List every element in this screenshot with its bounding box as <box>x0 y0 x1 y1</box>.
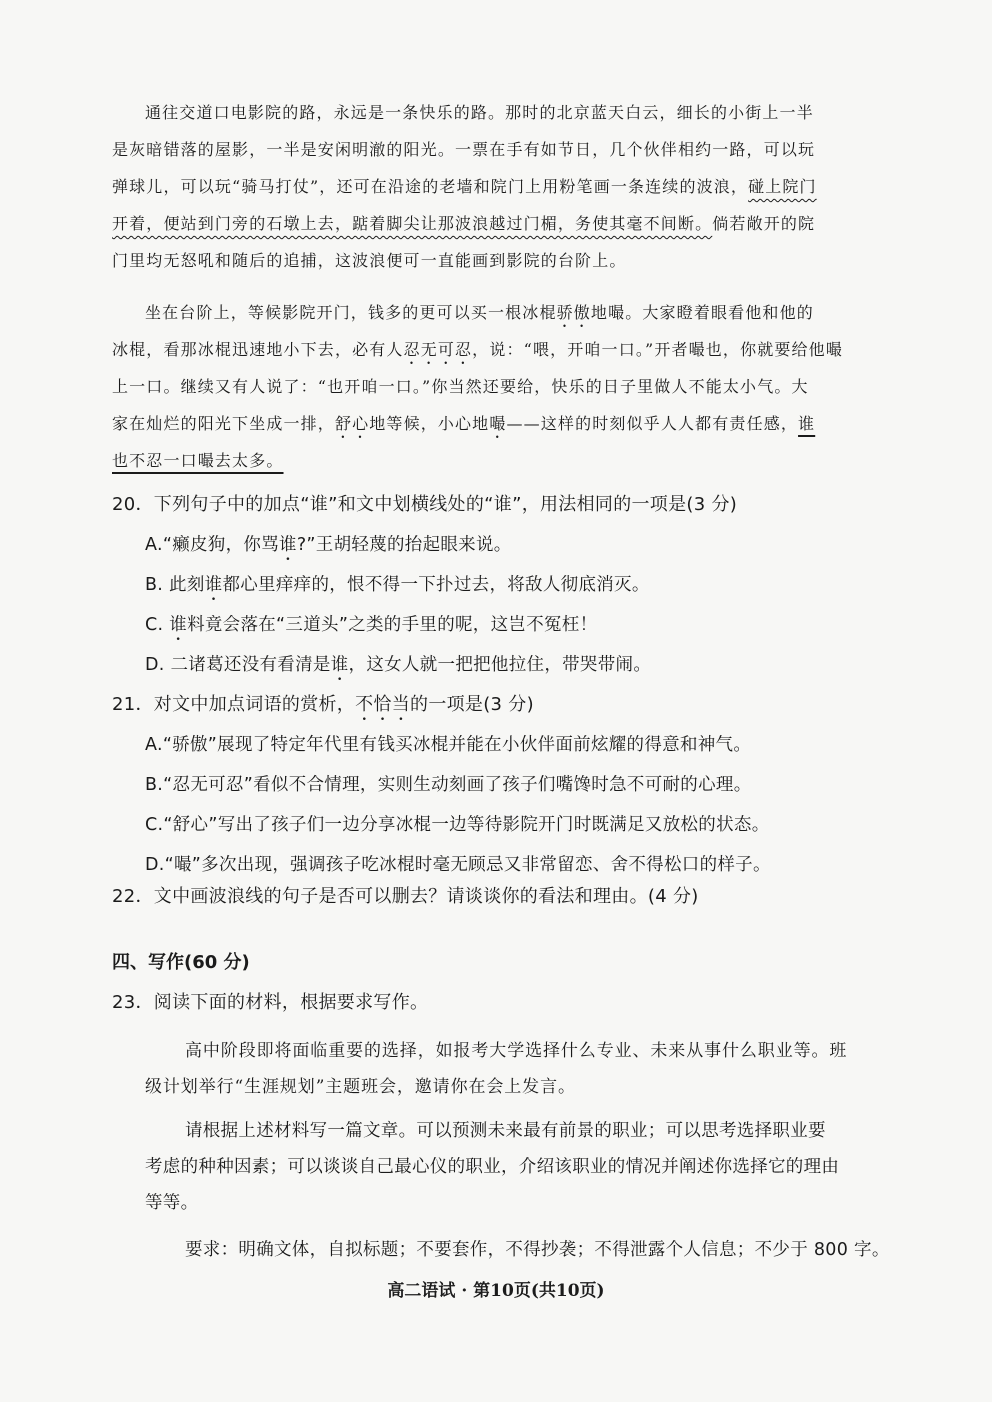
passage-p2-line4: 家在灿烂的阳光下坐成一排，舒心地等候，小心地嘬——这样的时刻似乎人人都有责任感，谁 <box>112 414 816 433</box>
q21-option-a: A.“骄傲”展现了特定年代里有钱买冰棍并能在小伙伴面前炫耀的得意和神气。 <box>145 735 752 755</box>
task-line2: 考虑的种种因素；可以谈谈自己最心仪的职业，介绍该职业的情况并阐述你选择它的理由 <box>145 1157 840 1177</box>
q20-option-a: A.“癞皮狗，你骂谁?”王胡轻蔑的抬起眼来说。 <box>145 535 512 555</box>
passage-p1-line5: 门里均无怒吼和随后的追捕，这波浪便可一直能画到影院的台阶上。 <box>112 251 627 270</box>
q20-option-d: D. 二诸葛还没有看清是谁，这女人就一把把他拉住，带哭带闹。 <box>145 655 652 675</box>
wavy-sentence-start: 碰上院门 <box>748 177 817 196</box>
q21-stem: 21．对文中加点词语的赏析，不恰当的一项是(3 分) <box>112 694 534 715</box>
dotted-word-renwukeren: 忍无可忍 <box>403 340 473 359</box>
q23-stem: 23．阅读下面的材料，根据要求写作。 <box>112 992 429 1013</box>
page-footer: 高二语试 · 第10页(共10页) <box>387 1281 605 1301</box>
q20-stem: 20．下列句子中的加点“谁”和文中划横线处的“谁”，用法相同的一项是(3 分) <box>112 494 738 515</box>
passage-p1-line2: 是灰暗错落的屋影，一半是安闲明澈的阳光。一票在手有如节日，几个伙伴相约一路，可以玩 <box>112 140 816 159</box>
passage-p2-line5 <box>112 446 882 476</box>
passage-p2-line2: 冰棍，看那冰棍迅速地小下去，必有人忍无可忍，说：“喂，开咱一口。”开者嘬也，你就要给他嘬 <box>112 340 843 359</box>
passage-p2-line1: 坐在台阶上，等候影院开门，钱多的更可以买一根冰棍骄傲地嘬。大家瞪着眼看他和他的 <box>145 303 814 322</box>
q20-option-b: B. 此刻谁都心里痒痒的，恨不得一下扑过去，将敌人彻底消灭。 <box>145 575 650 595</box>
material-line1: 高中阶段即将面临重要的选择，如报考大学选择什么专业、未来从事什么职业等。班 <box>185 1041 848 1061</box>
dotted-word-zuo: 嘬 <box>489 414 507 433</box>
writing-section-title: 四、写作(60 分) <box>112 952 250 973</box>
q22-stem: 22．文中画波浪线的句子是否可以删去？请谈谈你的看法和理由。(4 分) <box>112 886 699 907</box>
q21-option-d: D.“嘬”多次出现，强调孩子吃冰棍时毫无顾忌又非常留恋、舍不得松口的样子。 <box>145 855 771 875</box>
dotted-word-shuxin: 舒心 <box>334 414 370 433</box>
underlined-shui-start: 谁 <box>798 414 816 433</box>
wavy-sentence-end: 开着，便站到门旁的石墩上去，踮着脚尖让那波浪越过门楣，务使其毫不间断。 <box>112 214 713 233</box>
passage-p1-line1: 通往交道口电影院的路，永远是一条快乐的路。那时的北京蓝天白云，细长的小街上一半 <box>145 103 814 122</box>
q20-option-c: C. 谁料竟会落在“三道头”之类的手里的呢，这岂不冤枉！ <box>145 615 598 635</box>
requirements-line: 要求：明确文体，自拟标题；不要套作，不得抄袭；不得泄露个人信息；不少于 800 字。 <box>185 1240 890 1260</box>
task-line3: 等等。 <box>145 1193 199 1213</box>
passage-p1-line3: 弹球儿，可以玩“骑马打仗”，还可在沿途的老墙和院门上用粉笔画一条连续的波浪，碰上院门 <box>112 177 817 196</box>
task-line1: 请根据上述材料写一篇文章。可以预测未来最有前景的职业；可以思考选择职业要 <box>185 1121 826 1141</box>
passage-p1-line4: 开着，便站到门旁的石墩上去，踮着脚尖让那波浪越过门楣，务使其毫不间断。倘若敞开的院 <box>112 214 816 233</box>
passage-p2-line3: 上一口。继续又有人说了：“也开咱一口。”你当然还要给，快乐的日子里做人不能太小气。大 <box>112 377 809 396</box>
dotted-word-jiaoao: 骄傲 <box>556 303 591 322</box>
underlined-sentence-end: 也不忍一口嘬去太多。 <box>112 451 284 470</box>
material-line2: 级计划举行“生涯规划”主题班会，邀请你在会上发言。 <box>145 1077 576 1097</box>
q21-option-c: C.“舒心”写出了孩子们一边分享冰棍一边等待影院开门时既满足又放松的状态。 <box>145 815 770 835</box>
q21-option-b: B.“忍无可忍”看似不合情理，实则生动刻画了孩子们嘴馋时急不可耐的心理。 <box>145 775 752 795</box>
